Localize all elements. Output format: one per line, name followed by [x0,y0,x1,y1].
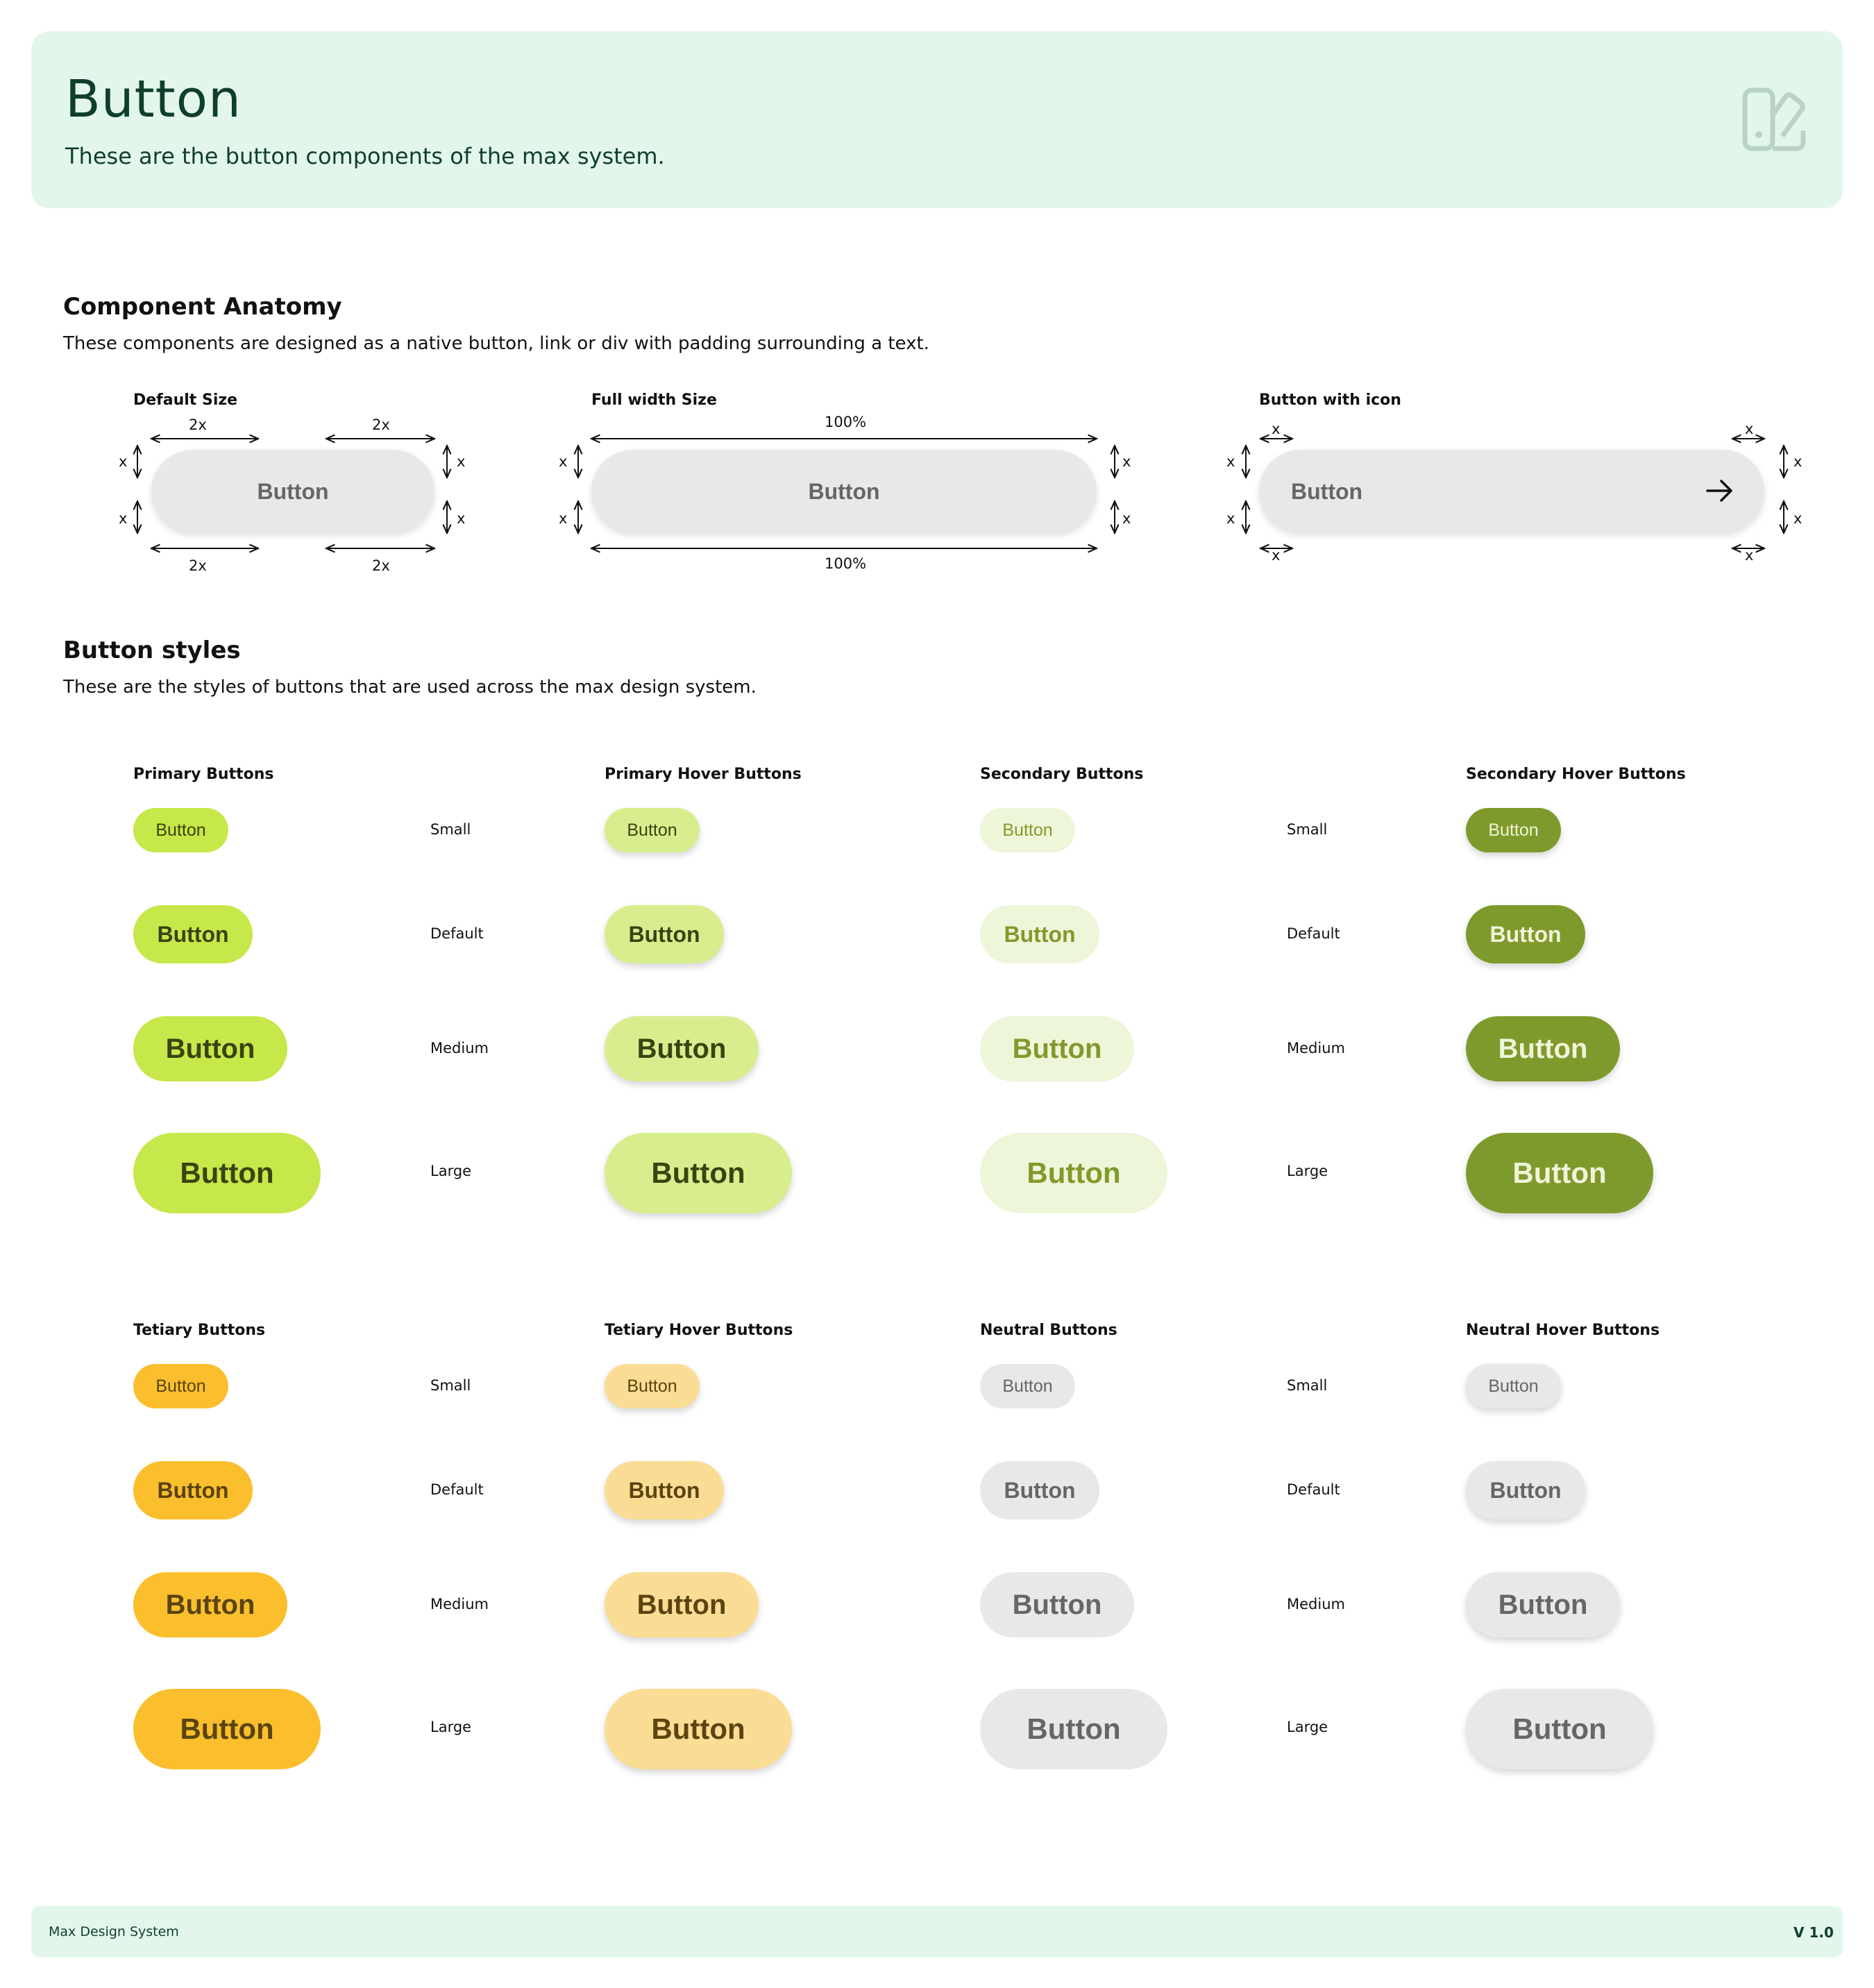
dim-full-bottom: 100% [825,555,867,572]
size-label-small: Small [430,821,471,838]
footer-bar [31,1906,1843,1957]
neutral-hover-button-large[interactable]: Button [1466,1689,1653,1769]
dim-full-left-bottom: x [559,510,568,527]
primary-button-large[interactable]: Button [133,1133,321,1213]
tertiary-hover-group-label: Tetiary Hover Buttons [605,1322,793,1339]
secondary-group-label: Secondary Buttons [980,766,1144,783]
dim-default-left-bottom: x [119,510,128,527]
neutral-hover-button-small[interactable]: Button [1466,1364,1561,1408]
primary-button-small[interactable]: Button [133,808,228,852]
neutral-button-small[interactable]: Button [980,1364,1075,1408]
size-label-small: Small [1287,821,1328,838]
secondary-hover-button-default[interactable]: Button [1466,905,1585,963]
size-label-large: Large [430,1163,472,1179]
styles-description: These are the styles of buttons that are used across the max design system. [63,677,757,698]
anatomy-default-button[interactable]: Button [151,450,434,533]
dim-default-right-bottom: x [457,510,466,527]
size-label-default: Default [430,1481,484,1498]
neutral-hover-button-medium[interactable]: Button [1466,1572,1620,1637]
dim-icon-bottom-left: x [1272,547,1281,564]
secondary-button-large[interactable]: Button [980,1133,1167,1213]
tertiary-button-medium[interactable]: Button [133,1572,287,1637]
anatomy-title: Component Anatomy [63,293,342,321]
page-subtitle: These are the button components of the max system. [65,143,665,169]
primary-hover-button-medium[interactable]: Button [605,1016,759,1081]
neutral-group-label: Neutral Buttons [980,1322,1117,1339]
anatomy-icon-button-label: Button [1291,478,1363,504]
primary-hover-button-large[interactable]: Button [605,1133,792,1213]
neutral-hover-button-default[interactable]: Button [1466,1461,1585,1519]
tertiary-button-large[interactable]: Button [133,1689,321,1769]
dim-default-top-right: 2x [372,416,390,433]
size-label-large: Large [1287,1719,1328,1735]
tertiary-hover-button-default[interactable]: Button [605,1461,724,1519]
primary-hover-button-small[interactable]: Button [605,808,700,852]
dim-default-right-top: x [457,453,466,470]
dim-full-top: 100% [825,414,867,430]
neutral-button-medium[interactable]: Button [980,1572,1134,1637]
dim-default-top-left: 2x [189,416,207,433]
primary-hover-button-default[interactable]: Button [605,905,724,963]
default-size-label: Default Size [133,391,238,409]
size-label-default: Default [430,925,484,942]
tertiary-button-default[interactable]: Button [133,1461,253,1519]
size-label-large: Large [1287,1163,1328,1179]
secondary-button-small[interactable]: Button [980,808,1075,852]
anatomy-description: These components are designed as a native button, link or div with padding surrounding a text. [63,333,929,354]
anatomy-full-width-button[interactable]: Button [591,450,1097,533]
dim-full-right-top: x [1122,453,1131,470]
full-width-label: Full width Size [591,391,717,409]
primary-hover-group-label: Primary Hover Buttons [605,766,802,783]
secondary-hover-button-large[interactable]: Button [1466,1133,1653,1213]
size-label-medium: Medium [1287,1040,1345,1056]
dim-full-right-bottom: x [1122,510,1131,527]
size-label-large: Large [430,1719,472,1735]
size-label-small: Small [1287,1377,1328,1394]
secondary-button-medium[interactable]: Button [980,1016,1134,1081]
tertiary-group-label: Tetiary Buttons [133,1322,266,1339]
secondary-hover-button-medium[interactable]: Button [1466,1016,1620,1081]
with-icon-label: Button with icon [1259,391,1401,409]
tertiary-hover-button-large[interactable]: Button [605,1689,792,1769]
anatomy-dimension-lines [0,0,1874,625]
dim-icon-left-bottom: x [1226,510,1235,527]
primary-button-default[interactable]: Button [133,905,253,963]
secondary-hover-button-small[interactable]: Button [1466,808,1561,852]
size-label-default: Default [1287,1481,1340,1498]
size-label-small: Small [430,1377,471,1394]
dim-icon-right-top: x [1793,453,1803,470]
dim-icon-top-right: x [1745,421,1754,437]
size-label-medium: Medium [430,1040,489,1056]
primary-group-label: Primary Buttons [133,766,274,783]
dim-default-left-top: x [119,453,128,470]
styles-title: Button styles [63,637,241,664]
footer-version: V 1.0 [1793,1924,1834,1941]
size-label-medium: Medium [430,1596,489,1612]
neutral-hover-group-label: Neutral Hover Buttons [1466,1322,1660,1339]
dim-default-bottom-left: 2x [189,557,207,574]
size-label-default: Default [1287,925,1340,942]
dim-icon-right-bottom: x [1793,510,1803,527]
dim-icon-top-left: x [1272,421,1281,437]
neutral-button-default[interactable]: Button [980,1461,1099,1519]
dim-icon-bottom-right: x [1745,547,1754,564]
tertiary-button-small[interactable]: Button [133,1364,228,1408]
secondary-hover-group-label: Secondary Hover Buttons [1466,766,1686,783]
tertiary-hover-button-medium[interactable]: Button [605,1572,759,1637]
dim-icon-left-top: x [1226,453,1235,470]
secondary-button-default[interactable]: Button [980,905,1099,963]
primary-button-medium[interactable]: Button [133,1016,287,1081]
dim-full-left-top: x [559,453,568,470]
page-title: Button [65,69,242,129]
neutral-button-large[interactable]: Button [980,1689,1167,1769]
tertiary-hover-button-small[interactable]: Button [605,1364,700,1408]
size-label-medium: Medium [1287,1596,1345,1612]
dim-default-bottom-right: 2x [372,557,390,574]
footer-system-name: Max Design System [49,1924,179,1939]
